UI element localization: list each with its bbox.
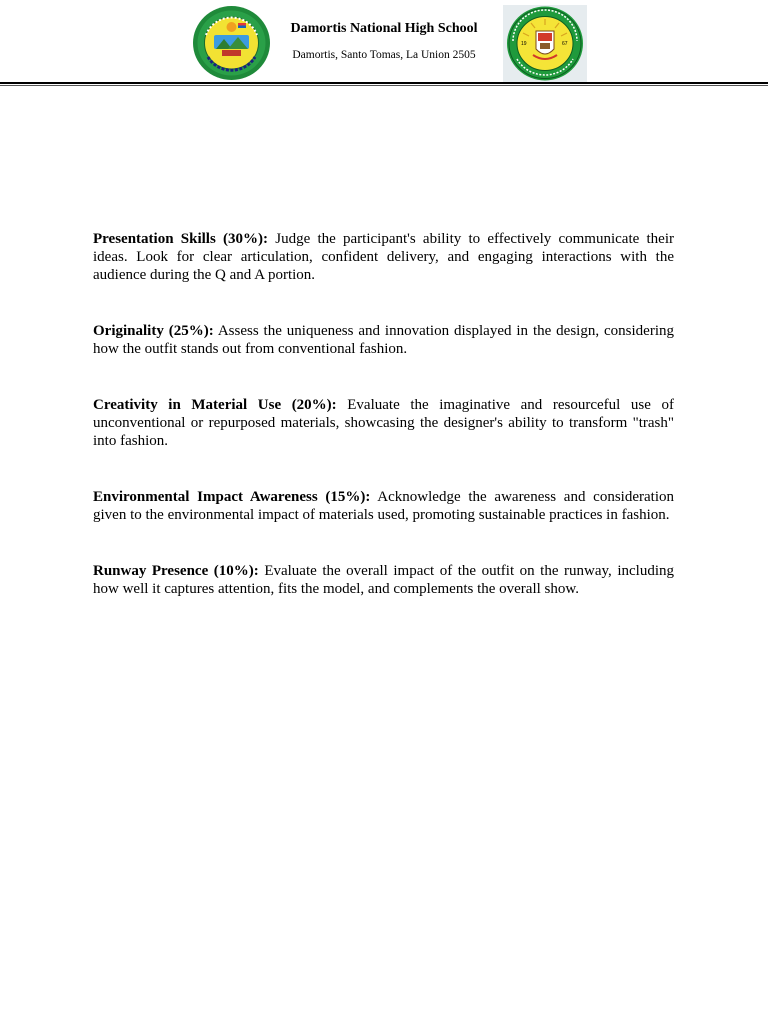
criterion-text: Evaluate the overall impact of the outfit on the runway, including how well it captures attention, fits the model, and complements the overall show.	[93, 563, 675, 597]
criterion-creativity-in-material-use	[93, 396, 674, 450]
school-address: Damortis, Santo Tomas, La Union 2505	[292, 49, 476, 61]
criterion-label: Runway Presence (10%):	[93, 563, 259, 579]
seal-year-right: 67	[562, 41, 568, 47]
criterion-environmental-impact-awareness	[93, 488, 674, 524]
damortis-national-high-school-seal-icon	[503, 5, 587, 82]
criterion-text: Evaluate the imaginative and resourceful use of unconventional or repurposed materials, showcasing the designer's ability to transform "trash" into fashion.	[93, 397, 675, 449]
seal-year-left: 19	[521, 41, 527, 47]
criterion-label: Originality (25%):	[93, 323, 214, 339]
criterion-text: Judge the participant's ability to effectively communicate their ideas. Look for clear articulation, confident delivery, and engaging interactions with the audience during the Q and A portion.	[93, 231, 674, 283]
criterion-label: Presentation Skills (30%):	[93, 231, 269, 247]
criterion-presentation-skills	[93, 230, 674, 284]
document-header	[0, 0, 768, 86]
criterion-text: Assess the uniqueness and innovation displayed in the design, considering how the outfit stands out from conventional fashion.	[93, 323, 674, 357]
criterion-text: Acknowledge the awareness and consideration given to the environmental impact of materials used, promoting sustainable practices in fashion.	[93, 489, 674, 523]
criterion-originality	[93, 322, 674, 358]
criterion-runway-presence	[93, 562, 674, 598]
criterion-label: Creativity in Material Use (20%):	[93, 397, 337, 413]
la-union-schools-division-seal-icon	[192, 5, 271, 81]
header-divider-thin	[0, 85, 768, 86]
header-divider	[0, 82, 768, 84]
school-name: Damortis National High School	[290, 21, 478, 36]
criterion-label: Environmental Impact Awareness (15%):	[93, 489, 371, 505]
judging-criteria	[93, 230, 674, 598]
